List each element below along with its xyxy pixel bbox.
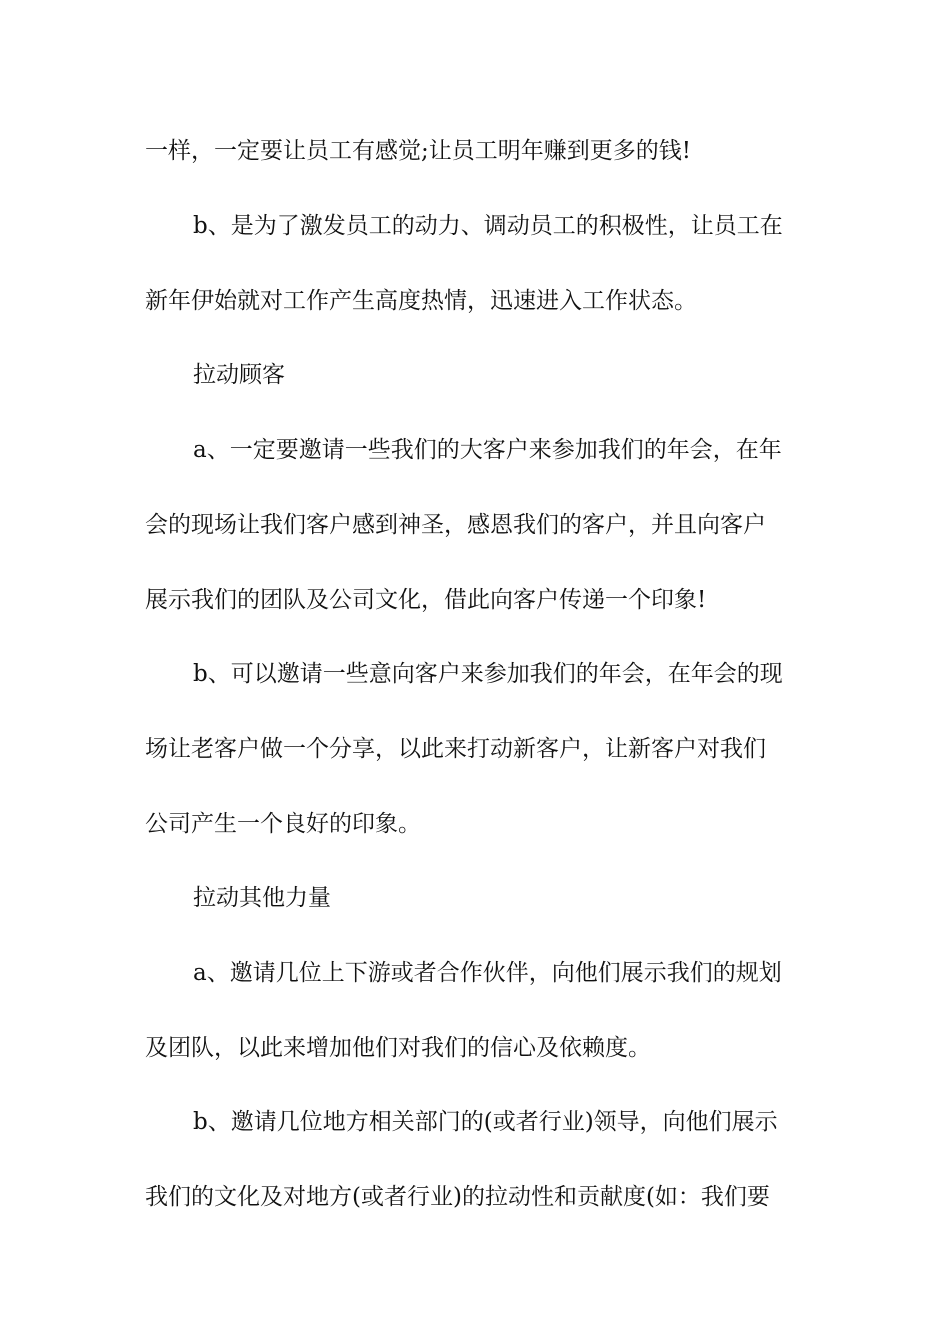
text-line: b、邀请几位地方相关部门的(或者行业)领导，向他们展示 (193, 1109, 778, 1135)
text-line: 及团队，以此来增加他们对我们的信心及依赖度。 (145, 1035, 651, 1061)
text-line: 会的现场让我们客户感到神圣，感恩我们的客户，并且向客户 (145, 512, 766, 538)
text-line: 一样，一定要让员工有感觉;让员工明年赚到更多的钱! (145, 138, 691, 164)
text-line: 新年伊始就对工作产生高度热情，迅速进入工作状态。 (145, 288, 697, 314)
text-line: 公司产生一个良好的印象。 (145, 811, 421, 837)
text-line: b、是为了激发员工的动力、调动员工的积极性，让员工在 (193, 213, 783, 239)
section-heading: 拉动顾客 (193, 362, 285, 388)
text-line: 我们的文化及对地方(或者行业)的拉动性和贡献度(如：我们要 (145, 1184, 770, 1210)
text-line: a、邀请几位上下游或者合作伙伴，向他们展示我们的规划 (193, 960, 782, 986)
text-line: 展示我们的团队及公司文化，借此向客户传递一个印象! (145, 587, 707, 613)
section-heading: 拉动其他力量 (193, 885, 331, 911)
text-line: 场让老客户做一个分享，以此来打动新客户，让新客户对我们 (145, 736, 766, 762)
text-line: b、可以邀请一些意向客户来参加我们的年会，在年会的现 (193, 661, 783, 687)
text-line: a、一定要邀请一些我们的大客户来参加我们的年会，在年 (193, 437, 782, 463)
